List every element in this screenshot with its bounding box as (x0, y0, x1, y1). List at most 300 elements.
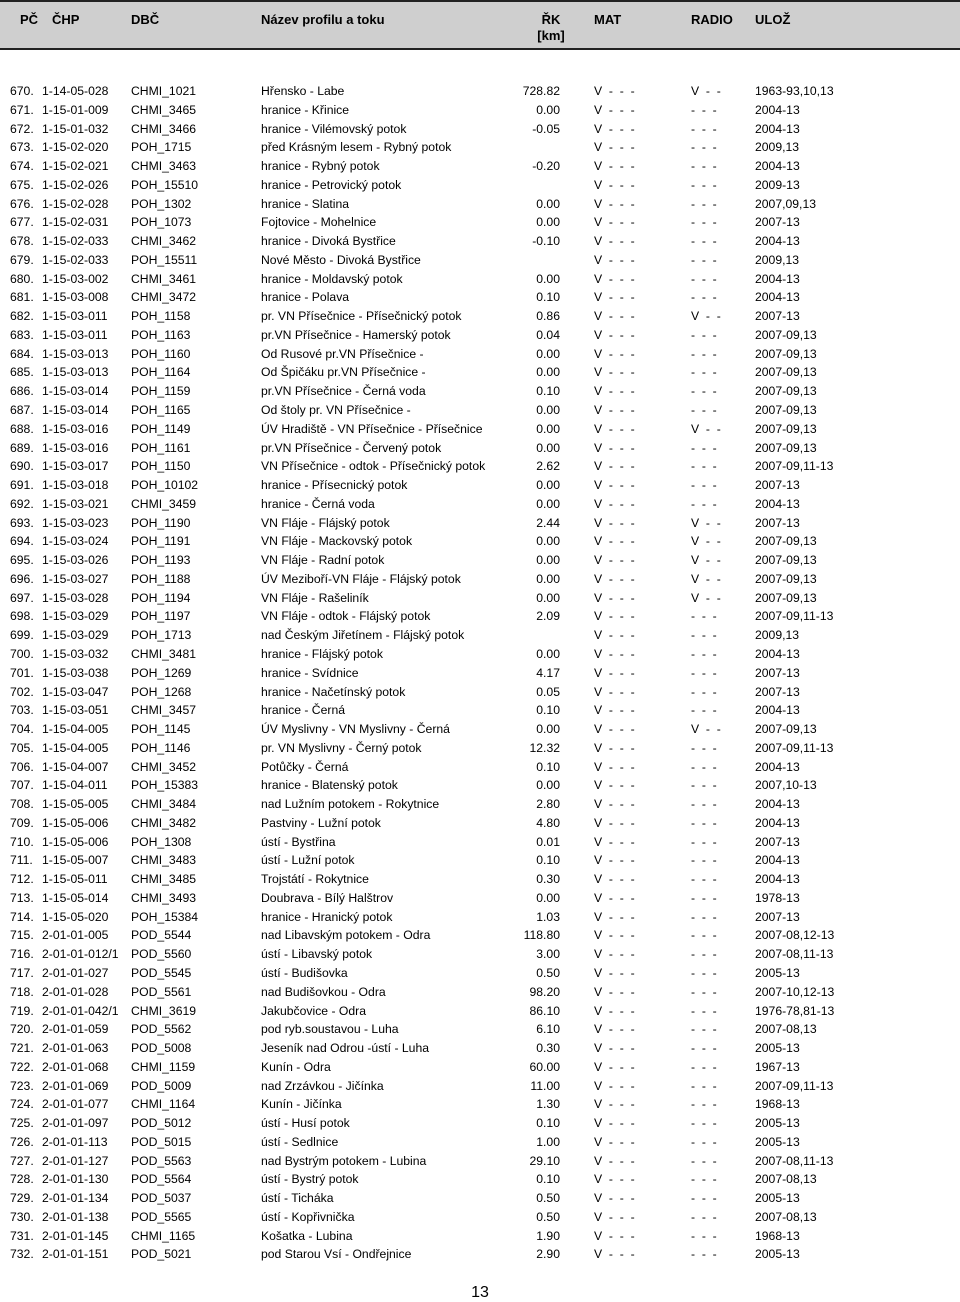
cell-chp: 1-15-02-026 (42, 177, 109, 192)
cell-ulo: 2007-09,13 (755, 553, 817, 568)
page-number: 13 (471, 1284, 489, 1301)
cell-ulo: 2004-13 (755, 703, 800, 718)
cell-chp: 1-15-03-027 (42, 571, 109, 586)
cell-chp: 1-15-03-029 (42, 609, 109, 624)
cell-pc: 715. (10, 928, 34, 943)
cell-chp: 2-01-01-012/1 (42, 947, 119, 962)
cell-pc: 727. (10, 1153, 34, 1168)
table-row (0, 120, 960, 139)
cell-radio: - - - (691, 1247, 717, 1262)
cell-mat: V - - - (594, 365, 635, 380)
cell-radio: - - - (691, 928, 717, 943)
table-row (0, 833, 960, 852)
cell-mat: V - - - (594, 1003, 635, 1018)
cell-pc: 726. (10, 1134, 34, 1149)
cell-dbc: CHMI_3466 (131, 121, 197, 136)
cell-mat: V - - - (594, 121, 635, 136)
cell-name: nad Českým Jiřetínem - Flájský potok (261, 628, 465, 643)
table-row (0, 307, 960, 326)
cell-ulo: 2007-08,13 (755, 1209, 817, 1224)
cell-radio: - - - (691, 1041, 717, 1056)
cell-ulo: 2007-09,13 (755, 722, 817, 737)
cell-rk: 0.00 (536, 421, 560, 436)
cell-rk: 0.00 (536, 346, 560, 361)
cell-dbc: CHMI_3493 (131, 890, 197, 905)
table-row (0, 232, 960, 251)
cell-ulo: 2007,10-13 (755, 778, 817, 793)
cell-radio: - - - (691, 1191, 717, 1206)
table-header (0, 0, 960, 50)
cell-rk: 0.30 (536, 872, 560, 887)
table-row (0, 1077, 960, 1096)
cell-ulo: 1968-13 (755, 1228, 800, 1243)
cell-mat: V - - - (594, 177, 635, 192)
cell-radio: - - - (691, 1209, 717, 1224)
cell-radio: - - - (691, 403, 717, 418)
cell-radio: - - - (691, 271, 717, 286)
cell-name: ÚV Hradiště - VN Přísečnice - Přísečnice (261, 421, 483, 436)
cell-name: hranice - Slatina (261, 196, 350, 211)
cell-dbc: CHMI_3619 (131, 1003, 197, 1018)
cell-rk: 0.00 (536, 403, 560, 418)
cell-dbc: POH_15383 (131, 778, 199, 793)
cell-ulo: 1968-13 (755, 1097, 800, 1112)
table-row (0, 758, 960, 777)
cell-dbc: POH_1161 (131, 440, 191, 455)
cell-mat: V - - - (594, 628, 635, 643)
cell-ulo: 2004-13 (755, 797, 800, 812)
cell-rk: 0.00 (536, 571, 560, 586)
cell-mat: V - - - (594, 1097, 635, 1112)
cell-chp: 1-15-04-007 (42, 759, 109, 774)
cell-pc: 730. (10, 1209, 34, 1224)
cell-dbc: POD_5560 (131, 947, 192, 962)
cell-mat: V - - - (594, 1059, 635, 1074)
cell-radio: - - - (691, 327, 717, 342)
cell-ulo: 2007-08,11-13 (755, 1153, 834, 1168)
cell-radio: - - - (691, 909, 717, 924)
cell-dbc: POH_1163 (131, 327, 191, 342)
table-row (0, 814, 960, 833)
cell-chp: 2-01-01-027 (42, 965, 109, 980)
cell-name: hranice - Petrovický potok (261, 177, 402, 192)
cell-radio: - - - (691, 196, 717, 211)
cell-ulo: 2007-09,13 (755, 440, 817, 455)
cell-ulo: 2007-09,13 (755, 346, 817, 361)
cell-chp: 1-15-03-014 (42, 384, 109, 399)
cell-pc: 680. (10, 271, 34, 286)
cell-radio: - - - (691, 853, 717, 868)
cell-pc: 719. (10, 1003, 34, 1018)
table-row (0, 1227, 960, 1246)
table-row (0, 288, 960, 307)
cell-ulo: 2007-13 (755, 665, 800, 680)
cell-radio: V - - (691, 309, 721, 324)
cell-name: Od Rusové pr.VN Přísečnice - (261, 346, 424, 361)
cell-chp: 1-15-03-018 (42, 478, 109, 493)
cell-chp: 2-01-01-145 (42, 1228, 109, 1243)
cell-dbc: POH_1715 (131, 140, 192, 155)
cell-chp: 1-15-03-029 (42, 628, 109, 643)
cell-dbc: CHMI_3482 (131, 815, 197, 830)
cell-name: hranice - Načetínský potok (261, 684, 406, 699)
table-row (0, 514, 960, 533)
table-row (0, 345, 960, 364)
cell-ulo: 2007-09,11-13 (755, 1078, 834, 1093)
cell-chp: 2-01-01-151 (42, 1247, 109, 1262)
cell-dbc: POH_15384 (131, 909, 199, 924)
cell-mat: V - - - (594, 984, 635, 999)
cell-pc: 710. (10, 834, 34, 849)
cell-ulo: 2007-09,11-13 (755, 459, 834, 474)
table-row (0, 270, 960, 289)
cell-ulo: 2007-08,13 (755, 1022, 817, 1037)
cell-pc: 732. (10, 1247, 34, 1262)
cell-radio: - - - (691, 646, 717, 661)
cell-mat: V - - - (594, 646, 635, 661)
cell-radio: - - - (691, 797, 717, 812)
cell-rk: -0.10 (532, 234, 560, 249)
cell-pc: 723. (10, 1078, 34, 1093)
cell-radio: V - - (691, 534, 721, 549)
cell-mat: V - - - (594, 834, 635, 849)
cell-ulo: 2004-13 (755, 234, 800, 249)
cell-rk: 0.30 (536, 1041, 560, 1056)
cell-mat: V - - - (594, 234, 635, 249)
table-row (0, 776, 960, 795)
cell-pc: 729. (10, 1191, 34, 1206)
cell-dbc: POH_1193 (131, 553, 191, 568)
cell-chp: 1-15-03-021 (42, 496, 109, 511)
cell-name: ústí - Kopřivnička (261, 1209, 355, 1224)
cell-chp: 2-01-01-005 (42, 928, 109, 943)
cell-name: Hřensko - Labe (261, 84, 345, 98)
cell-mat: V - - - (594, 196, 635, 211)
table-row (0, 945, 960, 964)
cell-name: VN Přísečnice - odtok - Přísečnický potok (261, 459, 486, 474)
cell-ulo: 2009,13 (755, 252, 800, 267)
table-row (0, 82, 960, 101)
cell-pc: 717. (10, 965, 34, 980)
cell-ulo: 2007-13 (755, 834, 800, 849)
cell-ulo: 2007-09,13 (755, 571, 817, 586)
cell-name: pod Starou Vsí - Ondřejnice (261, 1247, 412, 1262)
cell-ulo: 2007-13 (755, 309, 800, 324)
cell-ulo: 2007-09,11-13 (755, 740, 834, 755)
cell-radio: - - - (691, 1003, 717, 1018)
table-row (0, 1208, 960, 1227)
cell-dbc: POD_5561 (131, 984, 192, 999)
cell-name: Potůčky - Černá (261, 759, 349, 774)
cell-ulo: 2005-13 (755, 965, 800, 980)
cell-radio: - - - (691, 815, 717, 830)
table-row (0, 157, 960, 176)
cell-rk: 118.80 (523, 928, 560, 943)
cell-chp: 1-15-05-011 (42, 872, 108, 887)
cell-pc: 702. (10, 684, 34, 699)
table-row (0, 213, 960, 232)
cell-rk: 2.90 (536, 1247, 560, 1262)
table-row (0, 420, 960, 439)
cell-rk: 0.10 (536, 703, 560, 718)
cell-pc: 690. (10, 459, 34, 474)
cell-ulo: 2007-09,13 (755, 590, 817, 605)
cell-pc: 673. (10, 140, 34, 155)
cell-radio: - - - (691, 478, 717, 493)
cell-radio: - - - (691, 628, 717, 643)
cell-pc: 709. (10, 815, 34, 830)
cell-dbc: POH_1146 (131, 740, 191, 755)
cell-mat: V - - - (594, 928, 635, 943)
cell-name: nad Zrzávkou - Jičínka (261, 1078, 384, 1093)
cell-name: před Krásným lesem - Rybný potok (261, 140, 452, 155)
cell-mat: V - - - (594, 102, 635, 117)
cell-chp: 1-15-05-006 (42, 834, 109, 849)
cell-ulo: 2007-13 (755, 909, 800, 924)
cell-name: pr.VN Přísečnice - Hamerský potok (261, 327, 451, 342)
cell-dbc: POH_15511 (131, 252, 198, 267)
cell-chp: 2-01-01-130 (42, 1172, 109, 1187)
cell-pc: 712. (10, 872, 34, 887)
cell-rk: 0.00 (536, 778, 560, 793)
cell-radio: - - - (691, 984, 717, 999)
cell-rk: 0.00 (536, 553, 560, 568)
cell-rk: 12.32 (529, 740, 560, 755)
cell-dbc: POD_5009 (131, 1078, 192, 1093)
cell-chp: 1-15-05-020 (42, 909, 109, 924)
table-row (0, 1020, 960, 1039)
cell-ulo: 2004-13 (755, 290, 800, 305)
cell-radio: - - - (691, 1059, 717, 1074)
cell-rk: 0.00 (536, 478, 560, 493)
cell-ulo: 2007-13 (755, 215, 800, 230)
cell-dbc: POH_1188 (131, 571, 191, 586)
cell-chp: 1-15-03-032 (42, 646, 109, 661)
cell-radio: V - - (691, 553, 721, 568)
cell-chp: 1-15-04-005 (42, 722, 109, 737)
cell-name: Pastviny - Lužní potok (261, 815, 381, 830)
table-row (0, 457, 960, 476)
cell-pc: 704. (10, 722, 34, 737)
cell-name: nad Budišovkou - Odra (261, 984, 386, 999)
cell-chp: 1-15-03-008 (42, 290, 109, 305)
cell-rk: 0.00 (536, 365, 560, 380)
cell-dbc: CHMI_3462 (131, 234, 197, 249)
table-row (0, 326, 960, 345)
cell-name: VN Fláje - Mackovský potok (261, 534, 413, 549)
cell-rk: 0.01 (536, 834, 560, 849)
cell-mat: V - - - (594, 403, 635, 418)
cell-pc: 722. (10, 1059, 34, 1074)
table-row (0, 1245, 960, 1264)
cell-ulo: 2004-13 (755, 759, 800, 774)
cell-rk: 1.03 (536, 909, 560, 924)
cell-name: Od Špičáku pr.VN Přísečnice - (261, 365, 426, 380)
cell-rk: 0.10 (536, 853, 560, 868)
cell-pc: 677. (10, 215, 34, 230)
cell-chp: 1-14-05-028 (42, 84, 109, 98)
cell-dbc: POD_5037 (131, 1191, 192, 1206)
cell-chp: 2-01-01-063 (42, 1041, 109, 1056)
cell-dbc: POD_5564 (131, 1172, 192, 1187)
cell-ulo: 2007-09,13 (755, 365, 817, 380)
cell-chp: 1-15-03-028 (42, 590, 109, 605)
table-row (0, 683, 960, 702)
cell-pc: 698. (10, 609, 34, 624)
table-row (0, 645, 960, 664)
table-row (0, 589, 960, 608)
cell-name: VN Fláje - odtok - Flájský potok (261, 609, 431, 624)
cell-radio: - - - (691, 965, 717, 980)
table-row (0, 926, 960, 945)
cell-name: pr.VN Přísečnice - Černá voda (261, 384, 426, 399)
cell-dbc: POH_15510 (131, 177, 199, 192)
cell-name: ústí - Husí potok (261, 1116, 350, 1131)
cell-radio: - - - (691, 252, 717, 267)
cell-name: Trojstátí - Rokytnice (261, 872, 369, 887)
cell-ulo: 2007-13 (755, 515, 800, 530)
header-ulo: ULOŽ (755, 12, 791, 27)
cell-name: ústí - Budišovka (261, 965, 348, 980)
cell-rk: 2.09 (536, 609, 560, 624)
cell-mat: V - - - (594, 346, 635, 361)
cell-dbc: POH_1159 (131, 384, 191, 399)
cell-mat: V - - - (594, 159, 635, 174)
cell-ulo: 1978-13 (755, 890, 800, 905)
cell-mat: V - - - (594, 421, 635, 436)
cell-name: Kunín - Jičínka (261, 1097, 342, 1112)
cell-pc: 684. (10, 346, 34, 361)
cell-pc: 699. (10, 628, 34, 643)
cell-ulo: 2007-08,13 (755, 1172, 817, 1187)
cell-radio: - - - (691, 684, 717, 699)
cell-pc: 701. (10, 665, 34, 680)
cell-rk: 0.00 (536, 196, 560, 211)
cell-dbc: POH_1158 (131, 309, 191, 324)
cell-ulo: 2007-13 (755, 684, 800, 699)
table-row (0, 138, 960, 157)
cell-rk: 0.00 (536, 646, 560, 661)
cell-name: hranice - Vilémovský potok (261, 121, 407, 136)
table-row (0, 908, 960, 927)
cell-ulo: 2007-09,13 (755, 421, 817, 436)
cell-name: hranice - Hranický potok (261, 909, 393, 924)
cell-dbc: POH_1165 (131, 403, 191, 418)
table-row (0, 101, 960, 120)
cell-radio: - - - (691, 365, 717, 380)
cell-rk: 86.10 (529, 1003, 560, 1018)
cell-mat: V - - - (594, 496, 635, 511)
cell-dbc: CHMI_3461 (131, 271, 197, 286)
cell-name: Kunín - Odra (261, 1059, 331, 1074)
cell-rk: 0.00 (536, 590, 560, 605)
cell-chp: 1-15-03-013 (42, 365, 109, 380)
cell-chp: 2-01-01-068 (42, 1059, 109, 1074)
cell-rk: 3.00 (536, 947, 560, 962)
cell-rk: 728.82 (522, 84, 560, 98)
cell-dbc: CHMI_3459 (131, 496, 197, 511)
cell-dbc: POD_5015 (131, 1134, 192, 1149)
cell-ulo: 2005-13 (755, 1191, 800, 1206)
cell-ulo: 2009,13 (755, 628, 800, 643)
cell-dbc: POH_1713 (131, 628, 192, 643)
cell-mat: V - - - (594, 778, 635, 793)
cell-rk: 0.50 (536, 1209, 560, 1224)
cell-dbc: CHMI_1164 (131, 1097, 196, 1112)
cell-chp: 2-01-01-113 (42, 1134, 108, 1149)
cell-chp: 1-15-03-047 (42, 684, 109, 699)
cell-ulo: 1963-93,10,13 (755, 84, 834, 98)
cell-name: hranice - Polava (261, 290, 350, 305)
cell-pc: 675. (10, 177, 34, 192)
cell-chp: 1-15-01-032 (42, 121, 109, 136)
cell-dbc: POH_1308 (131, 834, 192, 849)
cell-rk: 1.30 (536, 1097, 560, 1112)
cell-dbc: CHMI_3465 (131, 102, 197, 117)
cell-dbc: CHMI_3457 (131, 703, 197, 718)
cell-ulo: 1976-78,81-13 (755, 1003, 835, 1018)
header-dbc: DBČ (131, 12, 160, 27)
cell-name: ústí - Bystrý potok (261, 1172, 359, 1187)
cell-chp: 1-15-02-031 (42, 215, 109, 230)
cell-pc: 707. (10, 778, 34, 793)
cell-mat: V - - - (594, 534, 635, 549)
cell-pc: 688. (10, 421, 34, 436)
cell-pc: 711. (10, 853, 33, 868)
cell-ulo: 2004-13 (755, 159, 800, 174)
cell-mat: V - - - (594, 722, 635, 737)
cell-chp: 1-15-03-016 (42, 421, 109, 436)
cell-ulo: 2007,09,13 (755, 196, 816, 211)
header-radio: RADIO (691, 12, 733, 27)
cell-rk: 4.80 (536, 815, 560, 830)
table-row (0, 626, 960, 645)
cell-mat: V - - - (594, 309, 635, 324)
cell-ulo: 2009-13 (755, 177, 800, 192)
cell-ulo: 2005-13 (755, 1041, 800, 1056)
cell-pc: 670. (10, 84, 34, 98)
cell-mat: V - - - (594, 1078, 635, 1093)
cell-mat: V - - - (594, 1172, 635, 1187)
cell-ulo: 2005-13 (755, 1247, 800, 1262)
cell-rk: 0.00 (536, 496, 560, 511)
cell-dbc: POH_1302 (131, 196, 192, 211)
cell-pc: 685. (10, 365, 34, 380)
cell-pc: 674. (10, 159, 34, 174)
cell-mat: V - - - (594, 1153, 635, 1168)
table-body (0, 82, 960, 1264)
cell-ulo: 2004-13 (755, 815, 800, 830)
table-row (0, 551, 960, 570)
cell-pc: 708. (10, 797, 34, 812)
cell-rk: 0.00 (536, 271, 560, 286)
header-name: Název profilu a toku (261, 12, 385, 27)
table-row (0, 439, 960, 458)
cell-radio: - - - (691, 1172, 717, 1187)
cell-radio: - - - (691, 384, 717, 399)
cell-rk: 0.86 (536, 309, 560, 324)
cell-dbc: POH_1194 (131, 590, 191, 605)
cell-mat: V - - - (594, 252, 635, 267)
cell-name: pod ryb.soustavou - Luha (261, 1022, 399, 1037)
cell-chp: 1-15-02-028 (42, 196, 109, 211)
cell-rk: -0.05 (532, 121, 560, 136)
cell-name: pr.VN Přísečnice - Červený potok (261, 440, 442, 455)
cell-pc: 694. (10, 534, 34, 549)
cell-radio: - - - (691, 609, 717, 624)
cell-name: pr. VN Myslivny - Černý potok (261, 740, 422, 755)
cell-name: ÚV Meziboří-VN Fláje - Flájský potok (261, 571, 461, 586)
